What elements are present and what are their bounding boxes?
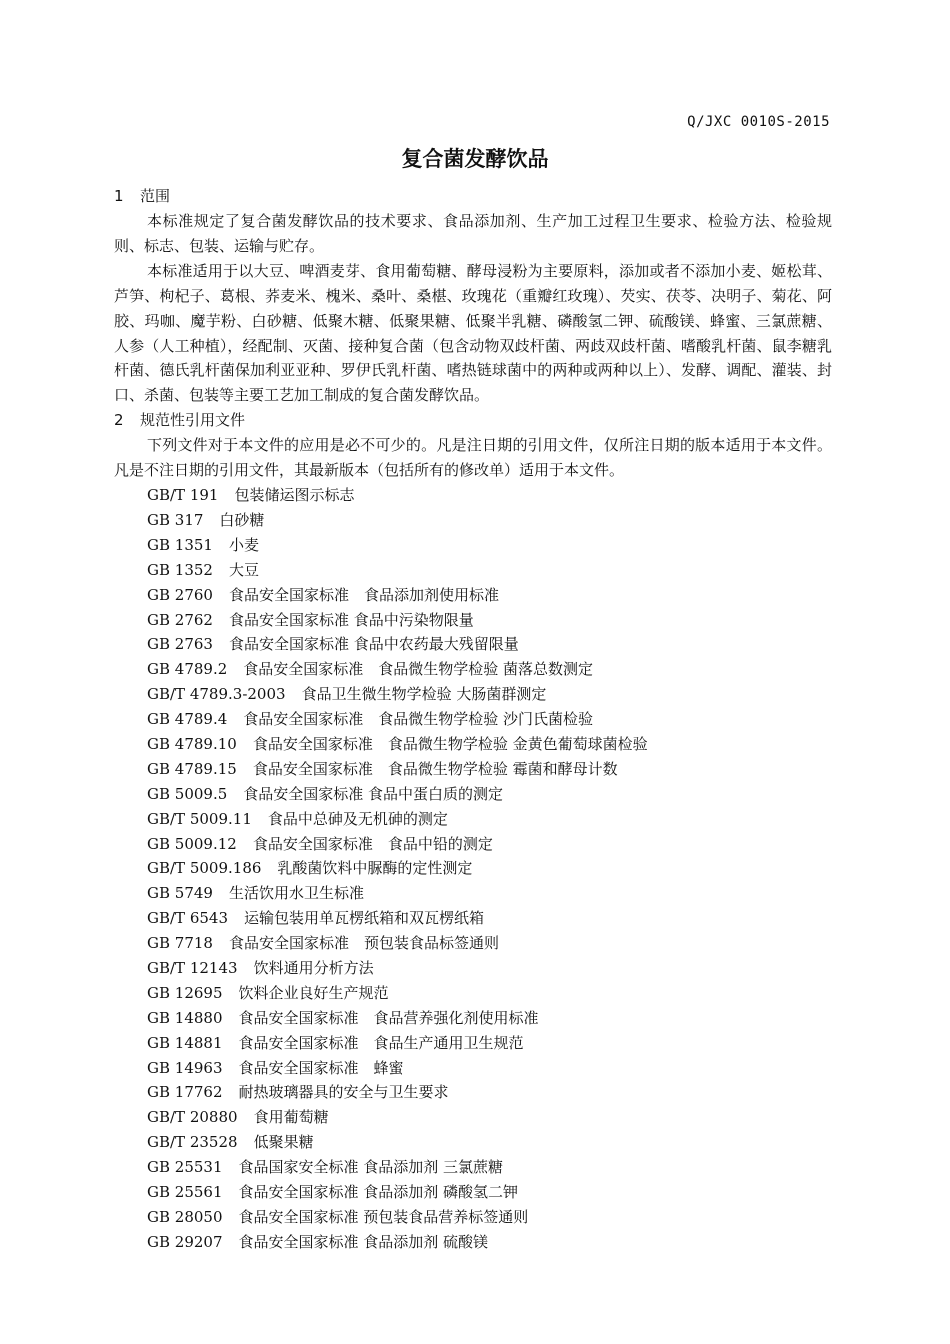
reference-title: 白砂糖 xyxy=(219,510,265,529)
reference-item xyxy=(114,732,832,757)
reference-title: 食品安全国家标准 食品生产通用卫生规范 xyxy=(238,1033,524,1052)
reference-title: 乳酸菌饮料中脲酶的定性测定 xyxy=(277,859,473,878)
reference-code: GB 2763 xyxy=(147,635,213,654)
reference-item xyxy=(114,906,832,931)
reference-title: 食品安全国家标准 食品微生物学检验 沙门氏菌检验 xyxy=(243,710,594,729)
document-code: Q/JXC 0010S-2015 xyxy=(687,114,830,130)
reference-item xyxy=(114,757,832,782)
section-heading-normative-references xyxy=(114,408,832,433)
reference-item xyxy=(114,483,832,508)
reference-item xyxy=(114,533,832,558)
reference-title: 食品安全国家标准 预包装食品标签通则 xyxy=(228,934,499,953)
paragraph: 下列文件对于本文件的应用是必不可少的。凡是注日期的引用文件，仅所注日期的版本适用于本文件。凡是不注日期的引用文件，其最新版本（包括所有的修改单）适用于本文件。 xyxy=(114,436,832,480)
reference-code: GB 5749 xyxy=(147,884,213,903)
reference-title: 饮料通用分析方法 xyxy=(253,958,374,977)
reference-item xyxy=(114,1180,832,1205)
reference-title: 食品卫生微生物学检验 大肠菌群测定 xyxy=(301,685,547,704)
reference-code: GB 4789.15 xyxy=(147,759,237,778)
reference-code: GB 14881 xyxy=(147,1033,223,1052)
reference-title: 食品国家安全标准 食品添加剂 三氯蔗糖 xyxy=(238,1158,504,1177)
reference-title: 饮料企业良好生产规范 xyxy=(238,983,389,1002)
reference-item xyxy=(114,608,832,633)
reference-code: GB/T 23528 xyxy=(147,1133,238,1152)
reference-code: GB 12695 xyxy=(147,983,223,1002)
reference-code: GB 4789.10 xyxy=(147,734,237,753)
reference-code: GB 1351 xyxy=(147,535,213,554)
reference-code: GB 1352 xyxy=(147,560,213,579)
reference-title: 食品安全国家标准 食品微生物学检验 金黄色葡萄球菌检验 xyxy=(252,734,648,753)
reference-title: 小麦 xyxy=(228,535,259,554)
reference-code: GB 28050 xyxy=(147,1207,223,1226)
reference-code: GB 317 xyxy=(147,510,204,529)
reference-code: GB 4789.2 xyxy=(147,660,228,679)
reference-item xyxy=(114,1080,832,1105)
reference-item xyxy=(114,707,832,732)
reference-item xyxy=(114,807,832,832)
reference-item xyxy=(114,981,832,1006)
reference-title: 食用葡萄糖 xyxy=(253,1108,329,1127)
section-title: 范围 xyxy=(140,187,171,205)
reference-title: 食品安全国家标准 预包装食品营养标签通则 xyxy=(238,1207,529,1226)
document-title: 复合菌发酵饮品 xyxy=(401,147,549,171)
paragraph: 本标准规定了复合菌发酵饮品的技术要求、食品添加剂、生产加工过程卫生要求、检验方法、检验规则、标志、包装、运输与贮存。 xyxy=(114,212,832,255)
reference-code: GB 5009.12 xyxy=(147,834,237,853)
reference-title: 食品安全国家标准 蜂蜜 xyxy=(238,1058,404,1077)
reference-code: GB/T 5009.186 xyxy=(147,859,262,878)
reference-title: 食品安全国家标准 食品添加剂 硫酸镁 xyxy=(238,1232,489,1251)
reference-item xyxy=(114,931,832,956)
reference-item xyxy=(114,1230,832,1255)
reference-code: GB 29207 xyxy=(147,1232,223,1251)
reference-item xyxy=(114,508,832,533)
section-title: 规范性引用文件 xyxy=(140,411,246,430)
reference-title: 大豆 xyxy=(228,560,259,579)
reference-title: 食品安全国家标准 食品添加剂使用标准 xyxy=(228,585,499,604)
reference-item xyxy=(114,1105,832,1130)
reference-item xyxy=(114,1130,832,1155)
reference-code: GB 14880 xyxy=(147,1008,223,1027)
reference-item xyxy=(114,856,832,881)
reference-code: GB/T 6543 xyxy=(147,909,229,928)
reference-code: GB/T 5009.11 xyxy=(147,809,252,828)
reference-title: 食品安全国家标准 食品中铅的测定 xyxy=(252,834,493,853)
reference-code: GB 14963 xyxy=(147,1058,223,1077)
reference-code: GB/T 4789.3-2003 xyxy=(147,685,286,704)
reference-title: 食品安全国家标准 食品营养强化剂使用标准 xyxy=(238,1008,539,1027)
section-heading-scope xyxy=(114,184,832,209)
document-body xyxy=(114,184,832,1255)
reference-title: 食品安全国家标准 食品中污染物限量 xyxy=(228,610,474,629)
reference-item xyxy=(114,832,832,857)
reference-title: 食品安全国家标准 食品微生物学检验 菌落总数测定 xyxy=(243,660,594,679)
reference-title: 生活饮用水卫生标准 xyxy=(228,884,364,903)
reference-item xyxy=(114,583,832,608)
reference-title: 食品安全国家标准 食品中农药最大残留限量 xyxy=(228,635,519,654)
reference-code: GB/T 20880 xyxy=(147,1108,238,1127)
reference-code: GB 17762 xyxy=(147,1083,223,1102)
reference-item xyxy=(114,1006,832,1031)
reference-code: GB 25531 xyxy=(147,1158,223,1177)
reference-code: GB 2760 xyxy=(147,585,213,604)
reference-code: GB 2762 xyxy=(147,610,213,629)
reference-title: 食品安全国家标准 食品添加剂 磷酸氢二钾 xyxy=(238,1183,519,1201)
reference-item xyxy=(114,558,832,583)
reference-item xyxy=(114,1056,832,1081)
reference-item xyxy=(114,1205,832,1230)
reference-title: 食品安全国家标准 食品中蛋白质的测定 xyxy=(243,784,504,803)
reference-item xyxy=(114,657,832,682)
reference-title: 包装储运图示标志 xyxy=(234,486,355,505)
section-number: 2 xyxy=(114,411,124,430)
reference-item xyxy=(114,1031,832,1056)
reference-title: 耐热玻璃器具的安全与卫生要求 xyxy=(238,1083,449,1102)
reference-item xyxy=(114,682,832,707)
reference-item xyxy=(114,1155,832,1180)
paragraph: 本标准适用于以大豆、啤酒麦芽、食用葡萄糖、酵母浸粉为主要原料，添加或者不添加小麦、姬松茸、芦笋、枸杞子、葛根、荞麦米、槐米、桑叶、桑椹、玫瑰花（重瓣红玫瑰）、芡实、茯苓、决明子、菊花、阿胶、玛咖、魔芋粉、白砂糖、低聚木糖、低聚果糖、低聚半乳糖、磷酸氢二钾、硫酸镁、蜂蜜、三氯蔗糖、人参（人工种植），经配制、灭菌、接种复合菌（包含动物双歧杆菌、两歧双歧杆菌、嗜酸乳杆菌、鼠李糖乳杆菌、德氏乳杆菌保加利亚亚种、罗伊氏乳杆菌、嗜热链球菌中的两种或两种以上）、发酵、调配、灌装、封口、杀菌、包装等主要工艺加工制成的复合菌发酵饮品。 xyxy=(114,261,832,405)
reference-code: GB 7718 xyxy=(147,934,213,953)
reference-item xyxy=(114,632,832,657)
reference-title: 低聚果糖 xyxy=(253,1133,314,1152)
reference-title: 食品中总砷及无机砷的测定 xyxy=(267,809,448,828)
section-number: 1 xyxy=(114,187,124,205)
reference-code: GB/T 191 xyxy=(147,486,219,505)
reference-code: GB 4789.4 xyxy=(147,710,228,729)
reference-code: GB/T 12143 xyxy=(147,958,238,977)
reference-code: GB 25561 xyxy=(147,1183,223,1201)
reference-item xyxy=(114,881,832,906)
reference-item xyxy=(114,782,832,807)
reference-title: 食品安全国家标准 食品微生物学检验 霉菌和酵母计数 xyxy=(252,759,618,778)
reference-title: 运输包装用单瓦楞纸箱和双瓦楞纸箱 xyxy=(244,909,485,928)
reference-list xyxy=(114,483,832,1255)
reference-item xyxy=(114,956,832,981)
reference-code: GB 5009.5 xyxy=(147,784,228,803)
